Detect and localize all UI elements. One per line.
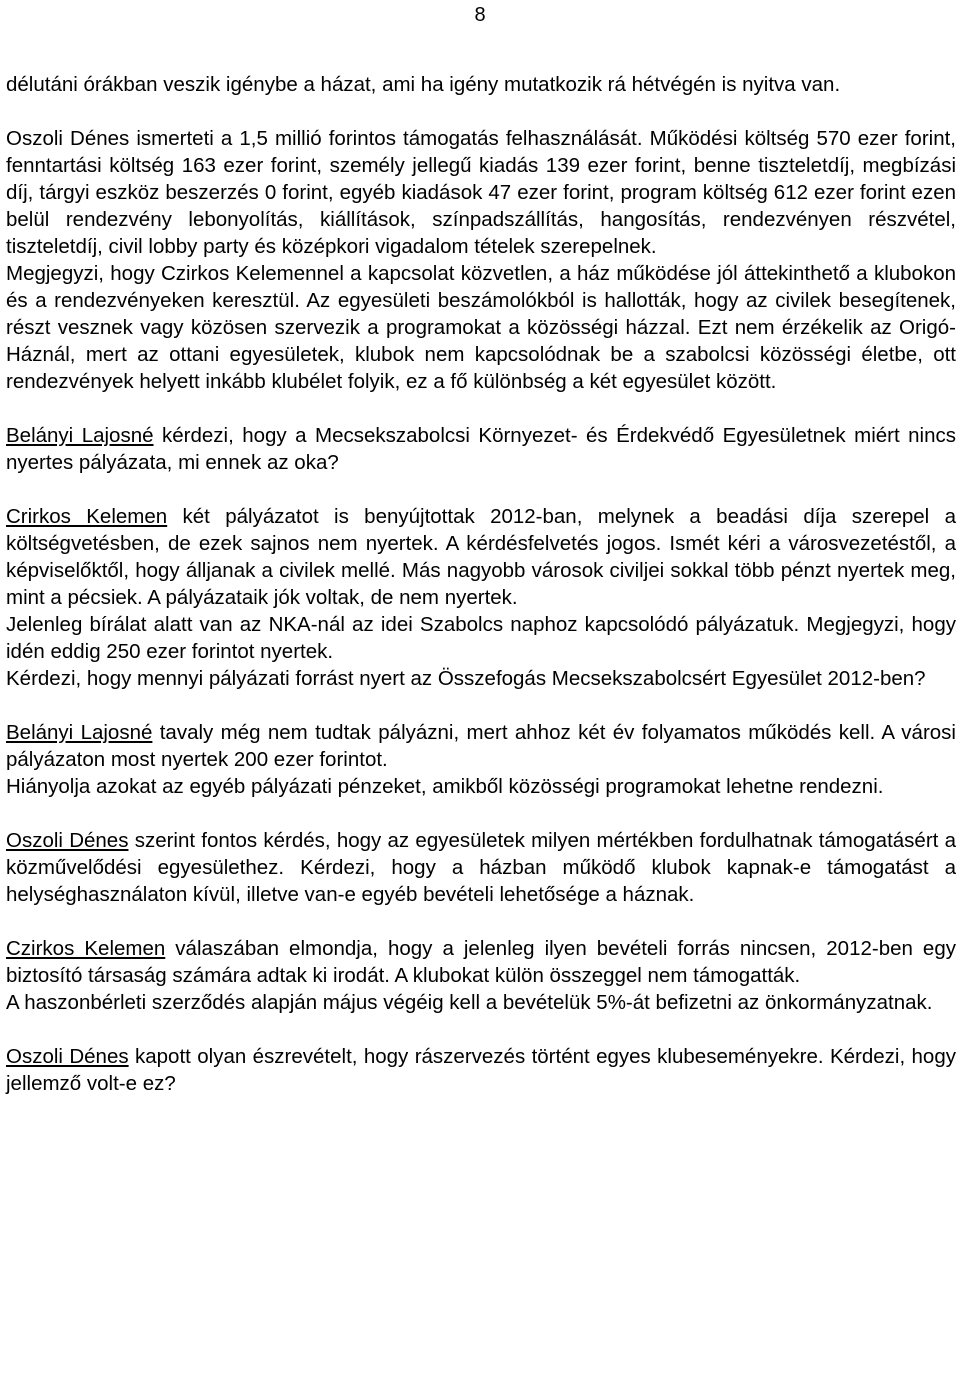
paragraph-10 [6, 827, 956, 908]
paragraph-text: ismerteti a 1,5 millió forintos támogatás felhasználását. Működési költség 570 ezer forint, fenntartási költség 163 ezer forint, személy jellegű kiadás 139 ezer forint, benne tiszteletdíj, megbízási díj, tárgyi eszköz beszerzés 0 forint, egyéb kiadások 47 ezer forint, program költség 612 ezer forint ezen belül rendezvény lebonyolítás, kiállítások, színpadszállítás, hangosítás, rendezvényen részvétel, tiszteletdíj, civil lobby party és középkori vigadalom tételek szerepelnek. [6, 127, 956, 258]
paragraph-13 [6, 1043, 956, 1097]
paragraph-2 [6, 125, 956, 260]
speaker-name: Belányi Lajosné [6, 424, 154, 447]
paragraph-text: tavaly még nem tudtak pályázni, mert ahhoz két év folyamatos működés kell. A városi pályázaton most nyertek 200 ezer forintot. [6, 721, 956, 771]
speaker-name: Czirkos Kelemen [6, 937, 166, 960]
paragraph-text: két pályázatot is benyújtottak 2012-ban, melynek a beadási díja szerepel a költségvetésben, de ezek sajnos nem nyertek. A kérdésfelvetés jogos. Ismét kéri a városvezetéstől, a képviselőktől, hogy álljanak a civilek mellé. Más nagyobb városok civiljei sokkal több pénzt nyertek meg, mint a pécsiek. A pályázataik jók voltak, de nem nyertek. [6, 505, 956, 609]
paragraph-9 [6, 773, 956, 800]
paragraph-text: kérdezi, hogy a Mecsekszabolcsi Környezet- és Érdekvédő Egyesületnek miért nincs nyertes pályázata, mi ennek az oka? [6, 424, 956, 474]
speaker-name: Crirkos Kelemen [6, 505, 168, 528]
paragraph-text: Megjegyzi, hogy Czirkos Kelemennel a kapcsolat közvetlen, a ház működése jól áttekinthető a klubokon és a rendezvényeken keresztül. Az egyesületi beszámolókból is hallották, hogy az civilek besegítenek, részt vesznek vagy közösen szervezik a programokat a közösségi házzal. Ezt nem érzékelik az Origó-Háznál, mert az ottani egyesületek, klubok nem kapcsolódnak be a szabolcsi közösségi életbe, ott rendezvények helyett inkább klubélet folyik, ez a fő különbség a két egyesület között. [6, 262, 956, 393]
paragraph-4 [6, 422, 956, 476]
speaker-name: Belányi Lajosné [6, 721, 153, 744]
paragraph-3 [6, 260, 956, 395]
paragraph-11 [6, 935, 956, 989]
paragraph-text: Jelenleg bírálat alatt van az NKA-nál az idei Szabolcs naphoz kapcsolódó pályázatuk. Megjegyzi, hogy idén eddig 250 ezer forintot nyertek. [6, 613, 956, 663]
speaker-name: Oszoli Dénes [6, 829, 129, 852]
paragraph-text: A haszonbérleti szerződés alapján május végéig kell a bevételük 5%-át befizetni az önkormányzatnak. [6, 991, 933, 1014]
paragraph-5 [6, 503, 956, 611]
paragraph-text: válaszában elmondja, hogy a jelenleg ilyen bevételi forrás nincsen, 2012-ben egy biztosító társaság számára adtak ki irodát. A klubokat külön összeggel nem támogatták. [6, 937, 956, 987]
speaker-name: Oszoli Dénes [6, 1045, 129, 1068]
paragraph-text: Hiányolja azokat az egyéb pályázati pénzeket, amikből közösségi programokat lehetne rendezni. [6, 775, 884, 798]
paragraph-text: délutáni órákban veszik igénybe a házat, ami ha igény mutatkozik rá hétvégén is nyitva van. [6, 73, 841, 96]
paragraph-7 [6, 665, 956, 692]
document-body [6, 71, 956, 1097]
paragraph-6 [6, 611, 956, 665]
speaker-name: Oszoli Dénes [6, 127, 130, 150]
paragraph-text: szerint fontos kérdés, hogy az egyesületek milyen mértékben fordulhatnak támogatásért a közművelődési egyesülethez. Kérdezi, hogy a házban működő klubok kapnak-e támogatást a helységhasználaton kívül, illetve van-e egyéb bevételi lehetősége a háznak. [6, 829, 956, 906]
paragraph-12 [6, 989, 956, 1016]
paragraph-8 [6, 719, 956, 773]
paragraph-text: kapott olyan észrevételt, hogy rászervezés történt egyes klubeseményekre. Kérdezi, hogy jellemző volt-e ez? [6, 1045, 956, 1095]
page-number: 8 [474, 4, 486, 26]
paragraph-1 [6, 71, 956, 98]
paragraph-text: Kérdezi, hogy mennyi pályázati forrást nyert az Összefogás Mecsekszabolcsért Egyesület 2012-ben? [6, 667, 926, 690]
